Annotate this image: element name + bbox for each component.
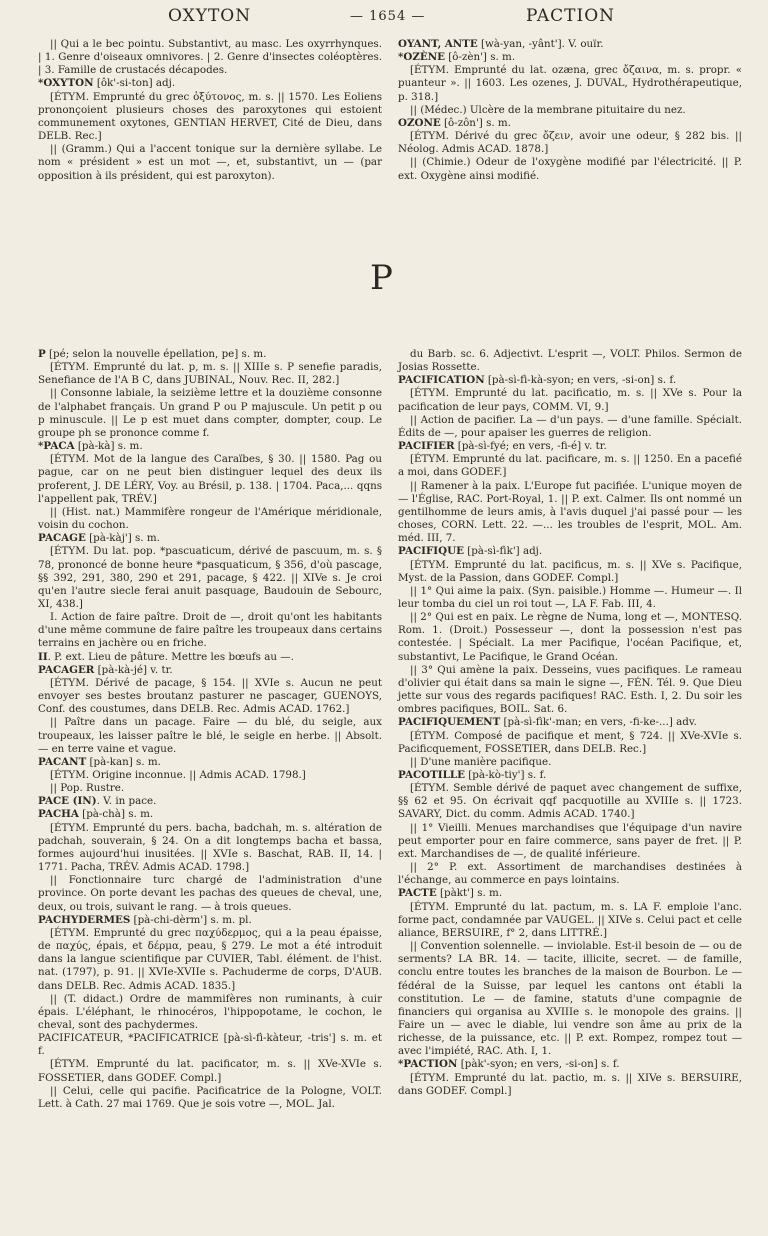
dictionary-entry-line: PACAGE [pà-kàj'] s. m. bbox=[38, 532, 160, 545]
dictionary-entry-line: || Ramener à la paix. L'Europe fut pacifiée. L'unique moyen de — l'Église, RAC. Port-Royal, 1. || P. ext. Calmer. Ils ont nommé un gentilhomme de leurs amis, à l'avis duquel j'ai passé pour — les choses, CORN. Lett. 22. —... les troubles de l'esprit, MOL. Am. méd. III, 7. bbox=[398, 479, 742, 545]
dictionary-entry-line: || Qui a le bec pointu. Substantivt, au masc. Les oxyrrhynques. | 1. Genre d'oiseaux omnivores. | 2. Genre d'insectes coléoptères. | 3. Famille de crustacés décapodes. bbox=[38, 38, 382, 77]
dictionary-entry-line: || 2° P. ext. Assortiment de marchandises destinées à l'échange, au commerce en pays lointains. bbox=[398, 861, 742, 887]
dictionary-entry-line: [ÉTYM. Emprunté du lat. pacificare, m. s. || 1250. En a pacefié a moi, dans GODEF.] bbox=[398, 453, 742, 479]
dictionary-entry-line: PACIFICATION [pà-sì-fì-kà-syon; en vers, -si-on] s. f. bbox=[398, 374, 677, 387]
dictionary-entry-line: PACIFICATEUR, *PACIFICATRICE [pà-sì-fì-kàteur, -tris'] s. m. et f. bbox=[38, 1032, 382, 1058]
dictionary-entry-line: II. P. ext. Lieu de pâture. Mettre les bœufs au —. bbox=[38, 650, 294, 663]
dictionary-entry-line: [ÉTYM. Emprunté du grec ὀξύτονος, m. s. || 1570. Les Eoliens prononçoient plusieurs choses des paroxytones qui estoient communement oxytones, GENTIAN HERVET, Cité de Dieu, dans DELB. Rec.] bbox=[38, 90, 382, 143]
dictionary-entry-line: [ÉTYM. Semble dérivé de paquet avec changement de suffixe, §§ 62 et 95. On écrivait qqf pacquotille au XVIIIe s. || 1723. SAVARY, Dict. du comm. Admis ACAD. 1740.] bbox=[398, 782, 742, 821]
column-left bbox=[38, 348, 382, 1111]
dictionary-entry-line: || (Gramm.) Qui a l'accent tonique sur la dernière syllabe. Le nom « président » est un mot —, et, substantivt, un — (par opposition à ils président, qui est paroxyton). bbox=[38, 143, 382, 182]
dictionary-entry-line: OZONE [ô-zôn'] s. m. bbox=[398, 116, 511, 129]
dictionary-entry-line: || Paître dans un pacage. Faire — du blé, du seigle, aux troupeaux, les laisser paître le blé, le seigle en herbe. || Absolt. — en terre vaine et vague. bbox=[38, 716, 382, 755]
dictionary-entry-line: || (Chimie.) Odeur de l'oxygène modifié par l'électricité. || P. ext. Oxygène ainsi modifié. bbox=[398, 156, 742, 182]
dictionary-entry-line: || 1° Vieilli. Menues marchandises que l'équipage d'un navire peut emporter pour en faire commerce, sans payer de fret. || P. ext. Marchandises de —, de qualité inférieure. bbox=[398, 821, 742, 860]
column-top-left bbox=[38, 38, 382, 183]
dictionary-entry-line: PACIFIQUE [pà-sì-fìk'] adj. bbox=[398, 545, 543, 558]
column-right bbox=[398, 348, 742, 1098]
dictionary-entry-line: [ÉTYM. Mot de la langue des Caraïbes, § 30. || 1580. Pag ou pague, car on ne peut bien distinguer lequel des deux ils proferent, J. DE LÉRY, Voy. au Brésil, p. 138. | 1704. Paca,... qqns l'appellent pak, TRÉV.] bbox=[38, 453, 382, 505]
dictionary-entry-line: [ÉTYM. Origine inconnue. || Admis ACAD. 1798.] bbox=[50, 769, 306, 781]
dictionary-entry-line: || Pop. Rustre. bbox=[50, 782, 125, 795]
dictionary-entry-line: || (Hist. nat.) Mammifère rongeur de l'Amérique méridionale, voisin du cochon. bbox=[38, 505, 382, 532]
dictionary-entry-line: [ÉTYM. Emprunté du lat. ozæna, grec ὄζαινα, m. s. propr. « puanteur ». || 1603. Les ozenes, J. DUVAL, Hydrothérapeutique, p. 318.] bbox=[398, 64, 742, 103]
dictionary-entry-line: du Barb. sc. 6. Adjectivt. L'esprit —, VOLT. Philos. Sermon de Josias Rossette. bbox=[398, 348, 742, 374]
header-right-guideword: PACTION bbox=[526, 6, 616, 26]
dictionary-entry-line: || 3° Qui amène la paix. Desseins, vues pacifiques. Le rameau d'olivier qui était dans sa main le signe —, FÉN. Tél. 9. Que Dieu jette sur vous des regards pacifiques! RAC. Esth. I, 2. Du soir les ombres pacifiques, BOIL. Sat. 6. bbox=[398, 663, 742, 716]
dictionary-entry-line: [ÉTYM. Emprunté du grec παχύδερμος, qui a la peau épaisse, de παχύς, épais, et δέρμα, peau, § 279. Le mot a été introduit dans la langue scientifique par CUVIER, Tabl. élément. de l'hist. nat. (1797), p. 91. || XVIe-XVIIe s. Pachuderme de corps, D'AUB. dans DELB. Rec. Admis ACAD. 1835.] bbox=[38, 926, 382, 992]
dictionary-entry-line: I. Action de faire paître. Droit de —, droit qu'ont les habitants d'une même commune de faire paître les troupeaux dans certains terrains en jachère ou en friche. bbox=[38, 611, 382, 650]
dictionary-entry-line: || Action de pacifier. La — d'un pays. — d'une famille. Spécialt. Édits de —, pour apaiser les guerres de religion. bbox=[398, 413, 742, 439]
dictionary-entry-line: PACHYDERMES [pà-chi-dèrm'] s. m. pl. bbox=[38, 913, 252, 926]
dictionary-entry-line: || 1° Qui aime la paix. (Syn. paisible.) Homme —. Humeur —. Il leur tomba du ciel un roi tout —, LA F. Fab. III, 4. bbox=[398, 584, 742, 610]
dictionary-entry-line: [ÉTYM. Emprunté du pers. bacha, badchah, m. s. altération de padchah, souverain, § 24. On a dit longtemps bacha et bassa, formes aujourd'hui inusitées. || XVIe s. Baschat, RAB. II, 14. | 1771. Pacha, TRÉV. Admis ACAD. 1798.] bbox=[38, 821, 382, 874]
dictionary-entry-line: || Consonne labiale, la seizième lettre et la douzième consonne de l'alphabet français. Un grand P ou P majuscule. Un petit p ou p minuscule. || Le p est muet dans compter, dompter, coup. Le groupe ph se prononce comme f. bbox=[38, 387, 382, 439]
dictionary-entry-line: OYANT, ANTE [wà-yan, -yânt']. V. ouïr. bbox=[398, 38, 604, 50]
dictionary-entry-line: [ÉTYM. Emprunté du lat. pacificator, m. s. || XVe-XVIe s. FOSSETIER, dans GODEF. Compl.] bbox=[38, 1058, 382, 1084]
dictionary-entry-line: PACHA [pà-chà] s. m. bbox=[38, 808, 154, 821]
dictionary-entry-line: PACIFIQUEMENT [pà-sì-fìk'-man; en vers, -fi-ke-...] adv. bbox=[398, 716, 697, 729]
dictionary-entry-line: || D'une manière pacifique. bbox=[410, 755, 552, 768]
dictionary-entry-line: P [pé; selon la nouvelle épellation, pe] s. m. bbox=[38, 348, 267, 360]
dictionary-entry-line: [ÉTYM. Emprunté du lat. pactio, m. s. || XIVe s. BERSUIRE, dans GODEF. Compl.] bbox=[398, 1071, 742, 1097]
dictionary-entry-line: *PACA [pà-kà] s. m. bbox=[38, 440, 143, 453]
page-number: — 1654 — bbox=[350, 9, 426, 24]
dictionary-entry-line: PACANT [pà-kan] s. m. bbox=[38, 755, 161, 768]
dictionary-entry-line: [ÉTYM. Dérivé du grec ὄζειν, avoir une odeur, § 282 bis. || Néolog. Admis ACAD. 1878.] bbox=[398, 130, 742, 156]
dictionary-entry-line: || (T. didact.) Ordre de mammifères non ruminants, à cuir épais. L'éléphant, le rhinocéros, l'hippopotame, le cochon, le cheval, sont des pachydermes. bbox=[38, 992, 382, 1031]
dictionary-entry-line: [ÉTYM. Emprunté du lat. pacificus, m. s. || XVe s. Pacifique, Myst. de la Passion, dans GODEF. Compl.] bbox=[398, 558, 742, 584]
dictionary-entry-line: [ÉTYM. Composé de pacifique et ment, § 724. || XVe-XVIe s. Pacificquement, FOSSETIER, dans DELB. Rec.] bbox=[398, 729, 742, 755]
dictionary-entry-line: || Convention solennelle. — inviolable. Est-il besoin de — ou de serments? LA BR. 14. — tacite, illicite, secret. — de famille, conclu entre toutes les branches de la maison de Bourbon. Le — fédéral de la Suisse, par lequel les cantons ont établi la constitution. Le — de famine, statuts d'une compagnie de financiers qui organisa au XVIIIe s. le monopole des grains. || Faire un — avec le diable, lui vendre son âme au prix de la richesse, de la puissance, etc. || P. ext. Rompez, rompez tout — avec l'impiété, RAC. Ath. I, 1. bbox=[398, 940, 742, 1058]
dictionary-entry-line: PACOTILLE [pà-kò-tiy'] s. f. bbox=[398, 769, 547, 781]
dictionary-entry-line: PACTE [pàkt'] s. m. bbox=[398, 887, 503, 900]
header-left-guideword: OXYTON bbox=[168, 6, 252, 26]
running-header bbox=[0, 6, 768, 32]
dictionary-entry-line: || Fonctionnaire turc chargé de l'administration d'une province. On porte devant les pachas des queues de cheval, une, deux, ou trois, suivant le rang. — à trois queues. bbox=[38, 874, 382, 913]
dictionary-entry-line: *OZÈNE [ô-zèn'] s. m. bbox=[398, 51, 516, 64]
dictionary-entry-line: || (Médec.) Ulcère de la membrane pituitaire du nez. bbox=[410, 103, 686, 116]
dictionary-entry-line: [ÉTYM. Dérivé de pacage, § 154. || XVIe s. Aucun ne peut envoyer ses bestes broutanz pasturer ne pascager, GUENOYS, Conf. des coustumes, dans DELB. Rec. Admis ACAD. 1762.] bbox=[38, 676, 382, 716]
dictionary-entry-line: PACIFIER [pà-sì-fyé; en vers, -fi-é] v. tr. bbox=[398, 440, 607, 453]
dictionary-entry-line: || 2° Qui est en paix. Le règne de Numa, long et —, MONTESQ. Rom. 1. (Droit.) Possesseur —, dont la possession n'est pas contestée. | Spécialt. La mer Pacifique, l'océan Pacifique, et, substantivt, Le Pacifique, le Grand Océan. bbox=[398, 611, 742, 663]
dictionary-entry-line: *PACTION [pàk'-syon; en vers, -si-on] s. f. bbox=[398, 1058, 620, 1071]
dictionary-entry-line: PACAGER [pà-kà-jé] v. tr. bbox=[38, 663, 173, 676]
column-top-right bbox=[398, 38, 742, 183]
dictionary-entry-line: [ÉTYM. Emprunté du lat. p, m. s. || XIIIe s. P senefie paradis, Senefiance de l'A B C, dans JUBINAL, Nouv. Rec. II, 282.] bbox=[38, 361, 382, 387]
section-letter: P bbox=[370, 258, 393, 298]
dictionary-entry-line: [ÉTYM. Emprunté du lat. pacificatio, m. s. || XVe s. Pour la pacification de leur pays, COMM. VI, 9.] bbox=[398, 387, 742, 413]
dictionary-entry-line: || Celui, celle qui pacifie. Pacificatrice de la Pologne, VOLT. Lett. à Cath. 27 mai 1769. Que je sois votre —, MOL. Jal. bbox=[38, 1084, 382, 1110]
dictionary-entry-line: [ÉTYM. Du lat. pop. *pascuaticum, dérivé de pascuum, m. s. § 78, prononcé de bonne heure *pasquaticum, § 356, d'où pascage, §§ 392, 291, 380, 290 et 291, pacage, § 422. || XIVe s. Je croi qu'en l'autre siecle ferai anuit pasquage, Baudouin de Sebourc, XI, 438.] bbox=[38, 545, 382, 610]
dictionary-entry-line: PACE (IN). V. in pace. bbox=[38, 795, 157, 808]
dictionary-entry-line: *OXYTON [ôk'-si-ton] adj. bbox=[38, 77, 176, 90]
dictionary-entry-line: [ÉTYM. Emprunté du lat. pactum, m. s. LA F. emploie l'anc. forme pact, condamnée par VAUGEL. || XIVe s. Celui pact et celle aliance, BERSUIRE, f° 2, dans LITTRÉ.] bbox=[398, 900, 742, 939]
